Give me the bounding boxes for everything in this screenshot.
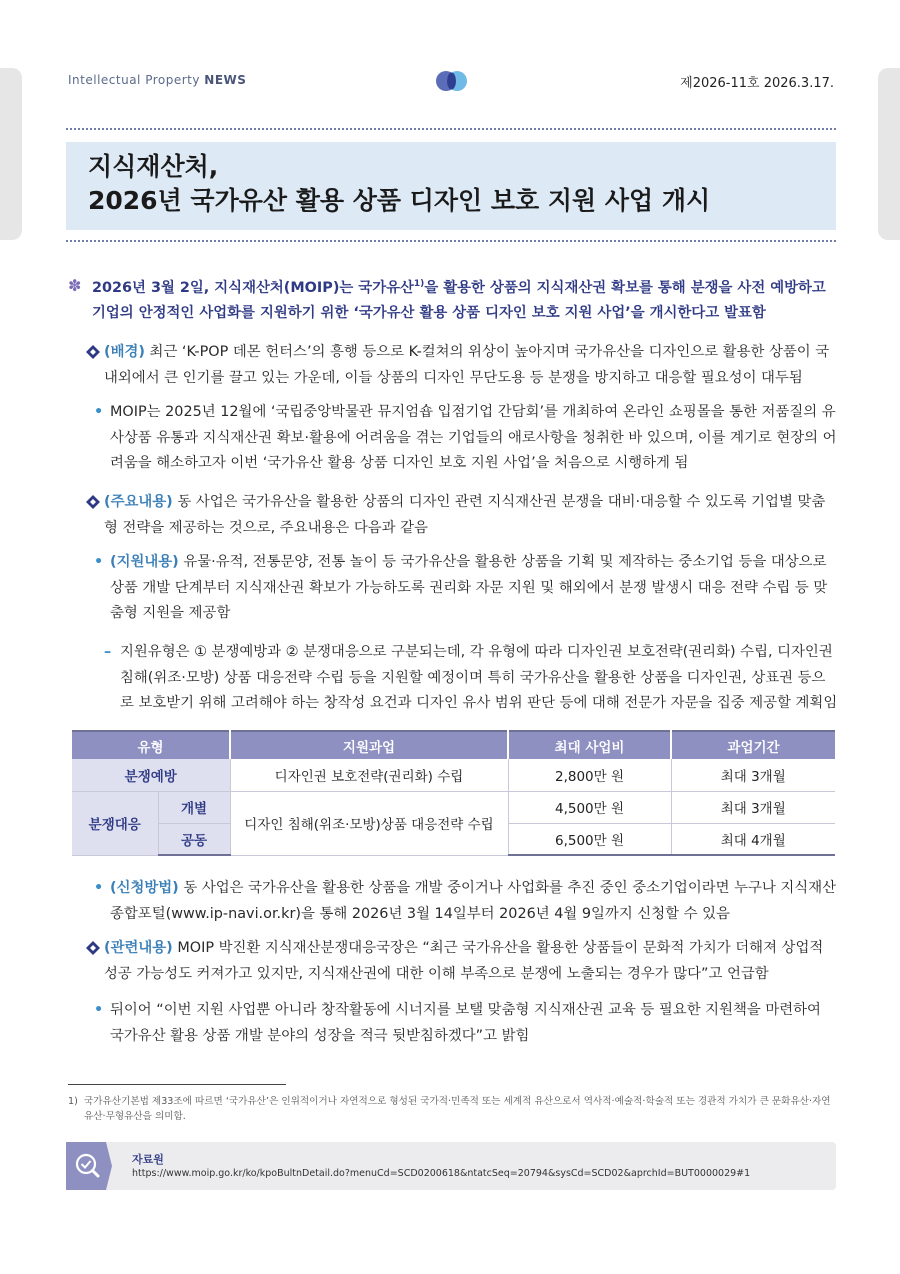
- page-header: [68, 70, 834, 92]
- diamond-bullet-icon: [86, 345, 100, 359]
- support-item: • (지원내용) 유물·유적, 전통문양, 전통 놀이 등 국가유산을 활용한 상품을 기획 및 제작하는 중소기업 등을 대상으로 상품 개발 단계부터 지식재산권 확보가 가능하도록 권리화 자문 지원 및 해외에서 분쟁 발생시 대응 전략 수립 등 맞춤형 지원을 제공함: [94, 554, 828, 621]
- background-sub-item: • MOIP는 2025년 12월에 ‘국립중앙박물관 뮤지엄숍 입점기업 간담회’를 개최하여 온라인 쇼핑몰을 통한 저품질의 유사상품 유통과 지식재산권 확보·활용에 어려움을 겪는 기업들의 애로사항을 청취한 바 있으며, 이를 계기로 현장의 어려움을 해소하고자 이번 ‘국가유산 활용 상품 디자인 보호 지원 사업’을 처음으로 시행하게 됨: [94, 404, 837, 471]
- table-row: 분쟁예방 디자인권 보호전략(권리화) 수립 2,800만 원 최대 3개월: [72, 759, 835, 791]
- main-content-item: (주요내용) 동 사업은 국가유산을 활용한 상품의 디자인 관련 지식재산권 분쟁을 대비·대응할 수 있도록 기업별 맞춤형 전략을 제공하는 것으로, 주요내용은 다음과 같음: [86, 490, 838, 541]
- footnote-divider: [68, 1084, 286, 1085]
- lead-paragraph: ✽ 2026년 3월 2일, 지식재산처(MOIP)는 국가유산$^{1)}$을 활용한 상품의 지식재산권 확보를 통해 분쟁을 사전 예방하고 기업의 안정적인 사업화를 지원하기 위한 ‘국가유산 활용 상품 디자인 보호 지원 사업’을 개시한다고 발표함: [68, 272, 836, 326]
- related-item: (관련내용) MOIP 박진환 지식재산분쟁대응국장은 “최근 국가유산을 활용한 상품들이 문화적 가치가 더해져 상업적 성공 가능성도 커져가고 있지만, 지식재산권에 대한 이해 부족으로 분쟁에 노출되는 경우가 많다”고 언급함: [86, 936, 838, 987]
- source-label: 자료원: [132, 1153, 164, 1166]
- left-edge-tab: [0, 68, 22, 240]
- table-row: 분쟁대응 개별 디자인 침해(위조·모방)상품 대응전략 수립 4,500만 원 최대 3개월: [72, 791, 835, 823]
- table-header: 지원과업: [230, 731, 508, 759]
- source-box: [66, 1142, 836, 1190]
- table-row: 공동 6,500만 원 최대 4개월: [72, 823, 835, 855]
- footnote: 1) 국가유산기본법 제33조에 따르면 ‘국가유산’은 인위적이거나 자연적으로 형성된 국가적·민족적 또는 세계적 유산으로서 역사적·예술적·학술적 또는 경관적 가치가 큰 문화유산·자연유산·무형유산을 의미함.: [68, 1096, 831, 1122]
- magnifier-check-icon: [66, 1142, 112, 1190]
- table-header: 최대 사업비: [508, 731, 671, 759]
- footnote-ref: 1): [413, 279, 425, 289]
- issue-number-date: 제2026-11호 2026.3.17.: [680, 76, 834, 91]
- newsletter-brand: Intellectual Property NEWS: [68, 73, 247, 87]
- flower-bullet-icon: ✽: [68, 276, 82, 295]
- headline-box: [66, 128, 836, 242]
- background-item: (배경) 최근 ‘K-POP 데몬 헌터스’의 흥행 등으로 K-컬쳐의 위상이 높아지며 국가유산을 디자인으로 활용한 상품이 국내외에서 큰 인기를 끌고 있는 가운데, 이들 상품의 디자인 무단도용 등 분쟁을 방지하고 대응할 필요성이 대두됨: [86, 340, 838, 391]
- related-sub-item: • 뒤이어 “이번 지원 사업뿐 아니라 창작활동에 시너지를 보탤 맞춤형 지식재산권 교육 등 필요한 지원책을 마련하여 국가유산 활용 상품 개발 분야의 성장을 적극 뒷받침하겠다”고 밝힘: [94, 1002, 821, 1044]
- table-header: 유형: [72, 731, 230, 759]
- right-edge-tab: [878, 68, 900, 240]
- diamond-bullet-icon: [86, 941, 100, 955]
- apply-item: • (신청방법) 동 사업은 국가유산을 활용한 상품을 개발 중이거나 사업화를 추진 중인 중소기업이라면 누구나 지식재산종합포털(www.ip-navi.or.kr)을 통해 2026년 3월 14일부터 2026년 4월 9일까지 신청할 수 있음: [94, 880, 836, 922]
- table-header: 과업기간: [671, 731, 835, 759]
- support-type-item: – 지원유형은 ① 분쟁예방과 ② 분쟁대응으로 구분되는데, 각 유형에 따라 디자인권 보호전략(권리화) 수립, 디자인권 침해(위조·모방) 상품 대응전략 수립 등을 지원할 예정이며 특히 국가유산을 활용한 상품을 디자인권, 상표권 등으로 보호받기 위해 고려해야 하는 창작성 요건과 디자인 유사 범위 판단 등에 대해 전문가 자문을 집중 제공할 계획임: [104, 644, 838, 711]
- diamond-bullet-icon: [86, 495, 100, 509]
- page-title: 지식재산처, 2026년 국가유산 활용 상품 디자인 보호 지원 사업 개시: [88, 152, 711, 215]
- newsletter-logo-icon: [434, 70, 470, 92]
- source-link[interactable]: https://www.moip.go.kr/ko/kpoBultnDetail.do?menuCd=SCD0200618&ntatcSeq=20794&sysCd=SCD02&aprchId=BUT0000029#1: [132, 1168, 751, 1179]
- support-table: [72, 730, 835, 856]
